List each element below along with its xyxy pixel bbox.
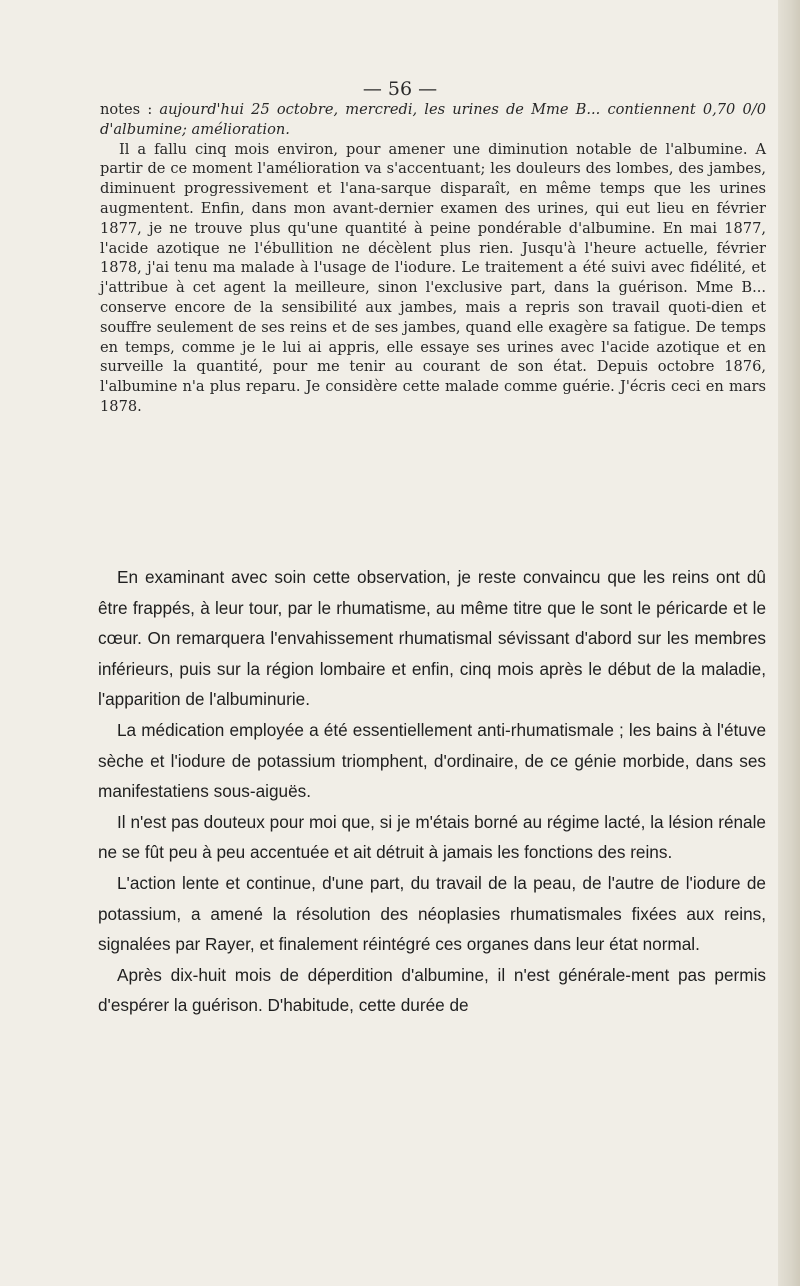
case-notes bbox=[100, 100, 766, 417]
notes-paragraph: Il a fallu cinq mois environ, pour amener une diminution notable de l'albumine. A partir de ce moment l'amélioration va s'accentuant; les douleurs des lombes, des jambes, diminuent progressivement et l'ana-sarque disparaît, en même temps que les urines augmentent. Enfin, dans mon avant-dernier examen des urines, qui eut lieu en février 1877, je ne trouve plus qu'une quantité à peine pondérable d'albumine. En mai 1877, l'acide azotique ne l'ébullition ne décèlent plus rien. Jusqu'à l'heure actuelle, février 1878, j'ai tenu ma malade à l'usage de l'iodure. Le traitement a été suivi avec fidélité, et j'attribue à cet agent la meilleure, sinon l'exclusive part, dans la guérison. Mme B... conserve encore de la sensibilité aux jambes, mais a repris son travail quoti-dien et souffre seulement de ses reins et de ses jambes, quand elle exagère sa fatigue. De temps en temps, comme je le lui ai appris, elle essaye ses urines avec l'acide azotique et en surveille la quantité, pour me tenir au courant de son état. Depuis octobre 1876, l'albumine n'a plus reparu. Je considère cette malade comme guérie. J'écris ceci en mars 1878. bbox=[100, 140, 766, 415]
paragraph-3: Il n'est pas douteux pour moi que, si je m'étais borné au régime lacté, la lésion rénale ne se fût peu à peu accentuée et ait détruit à jamais les fonctions des reins. bbox=[98, 811, 766, 863]
notes-intro bbox=[100, 100, 766, 140]
page-edge-shadow bbox=[778, 0, 800, 1286]
notes-label: notes : bbox=[100, 101, 160, 118]
paragraph-1: En examinant avec soin cette observation, je reste convaincu que les reins ont dû être frappés, à leur tour, par le rhumatisme, au même titre que le sont le péricarde et le cœur. On remarquera l'envahissement rhumatismal sévissant d'abord sur les membres inférieurs, puis sur la région lombaire et enfin, cinq mois après le début de la maladie, l'apparition de l'albuminurie. bbox=[98, 567, 766, 710]
paragraph-2: La médication employée a été essentiellement anti-rhumatismale ; les bains à l'étuve sèche et l'iodure de potassium triomphent, d'ordinaire, de ce génie morbide, dans ses manifestatiens sous-aiguës. bbox=[98, 719, 766, 802]
paragraph-5: Après dix-huit mois de déperdition d'albumine, il n'est générale-ment pas permis d'espérer la guérison. D'habitude, cette durée de bbox=[98, 964, 766, 1016]
notes-date-line: aujourd'hui 25 octobre, mercredi, les urines de Mme B... contiennent 0,70 0/0 d'albumine; amélioration. bbox=[100, 101, 766, 138]
main-text bbox=[98, 562, 766, 1021]
page-number: — 56 — bbox=[362, 78, 438, 100]
paragraph-4: L'action lente et continue, d'une part, du travail de la peau, de l'autre de l'iodure de potassium, a amené la résolution des néoplasies rhumatismales fixées aux reins, signalées par Rayer, et finalement réintégré ces organes dans leur état normal. bbox=[98, 872, 766, 955]
